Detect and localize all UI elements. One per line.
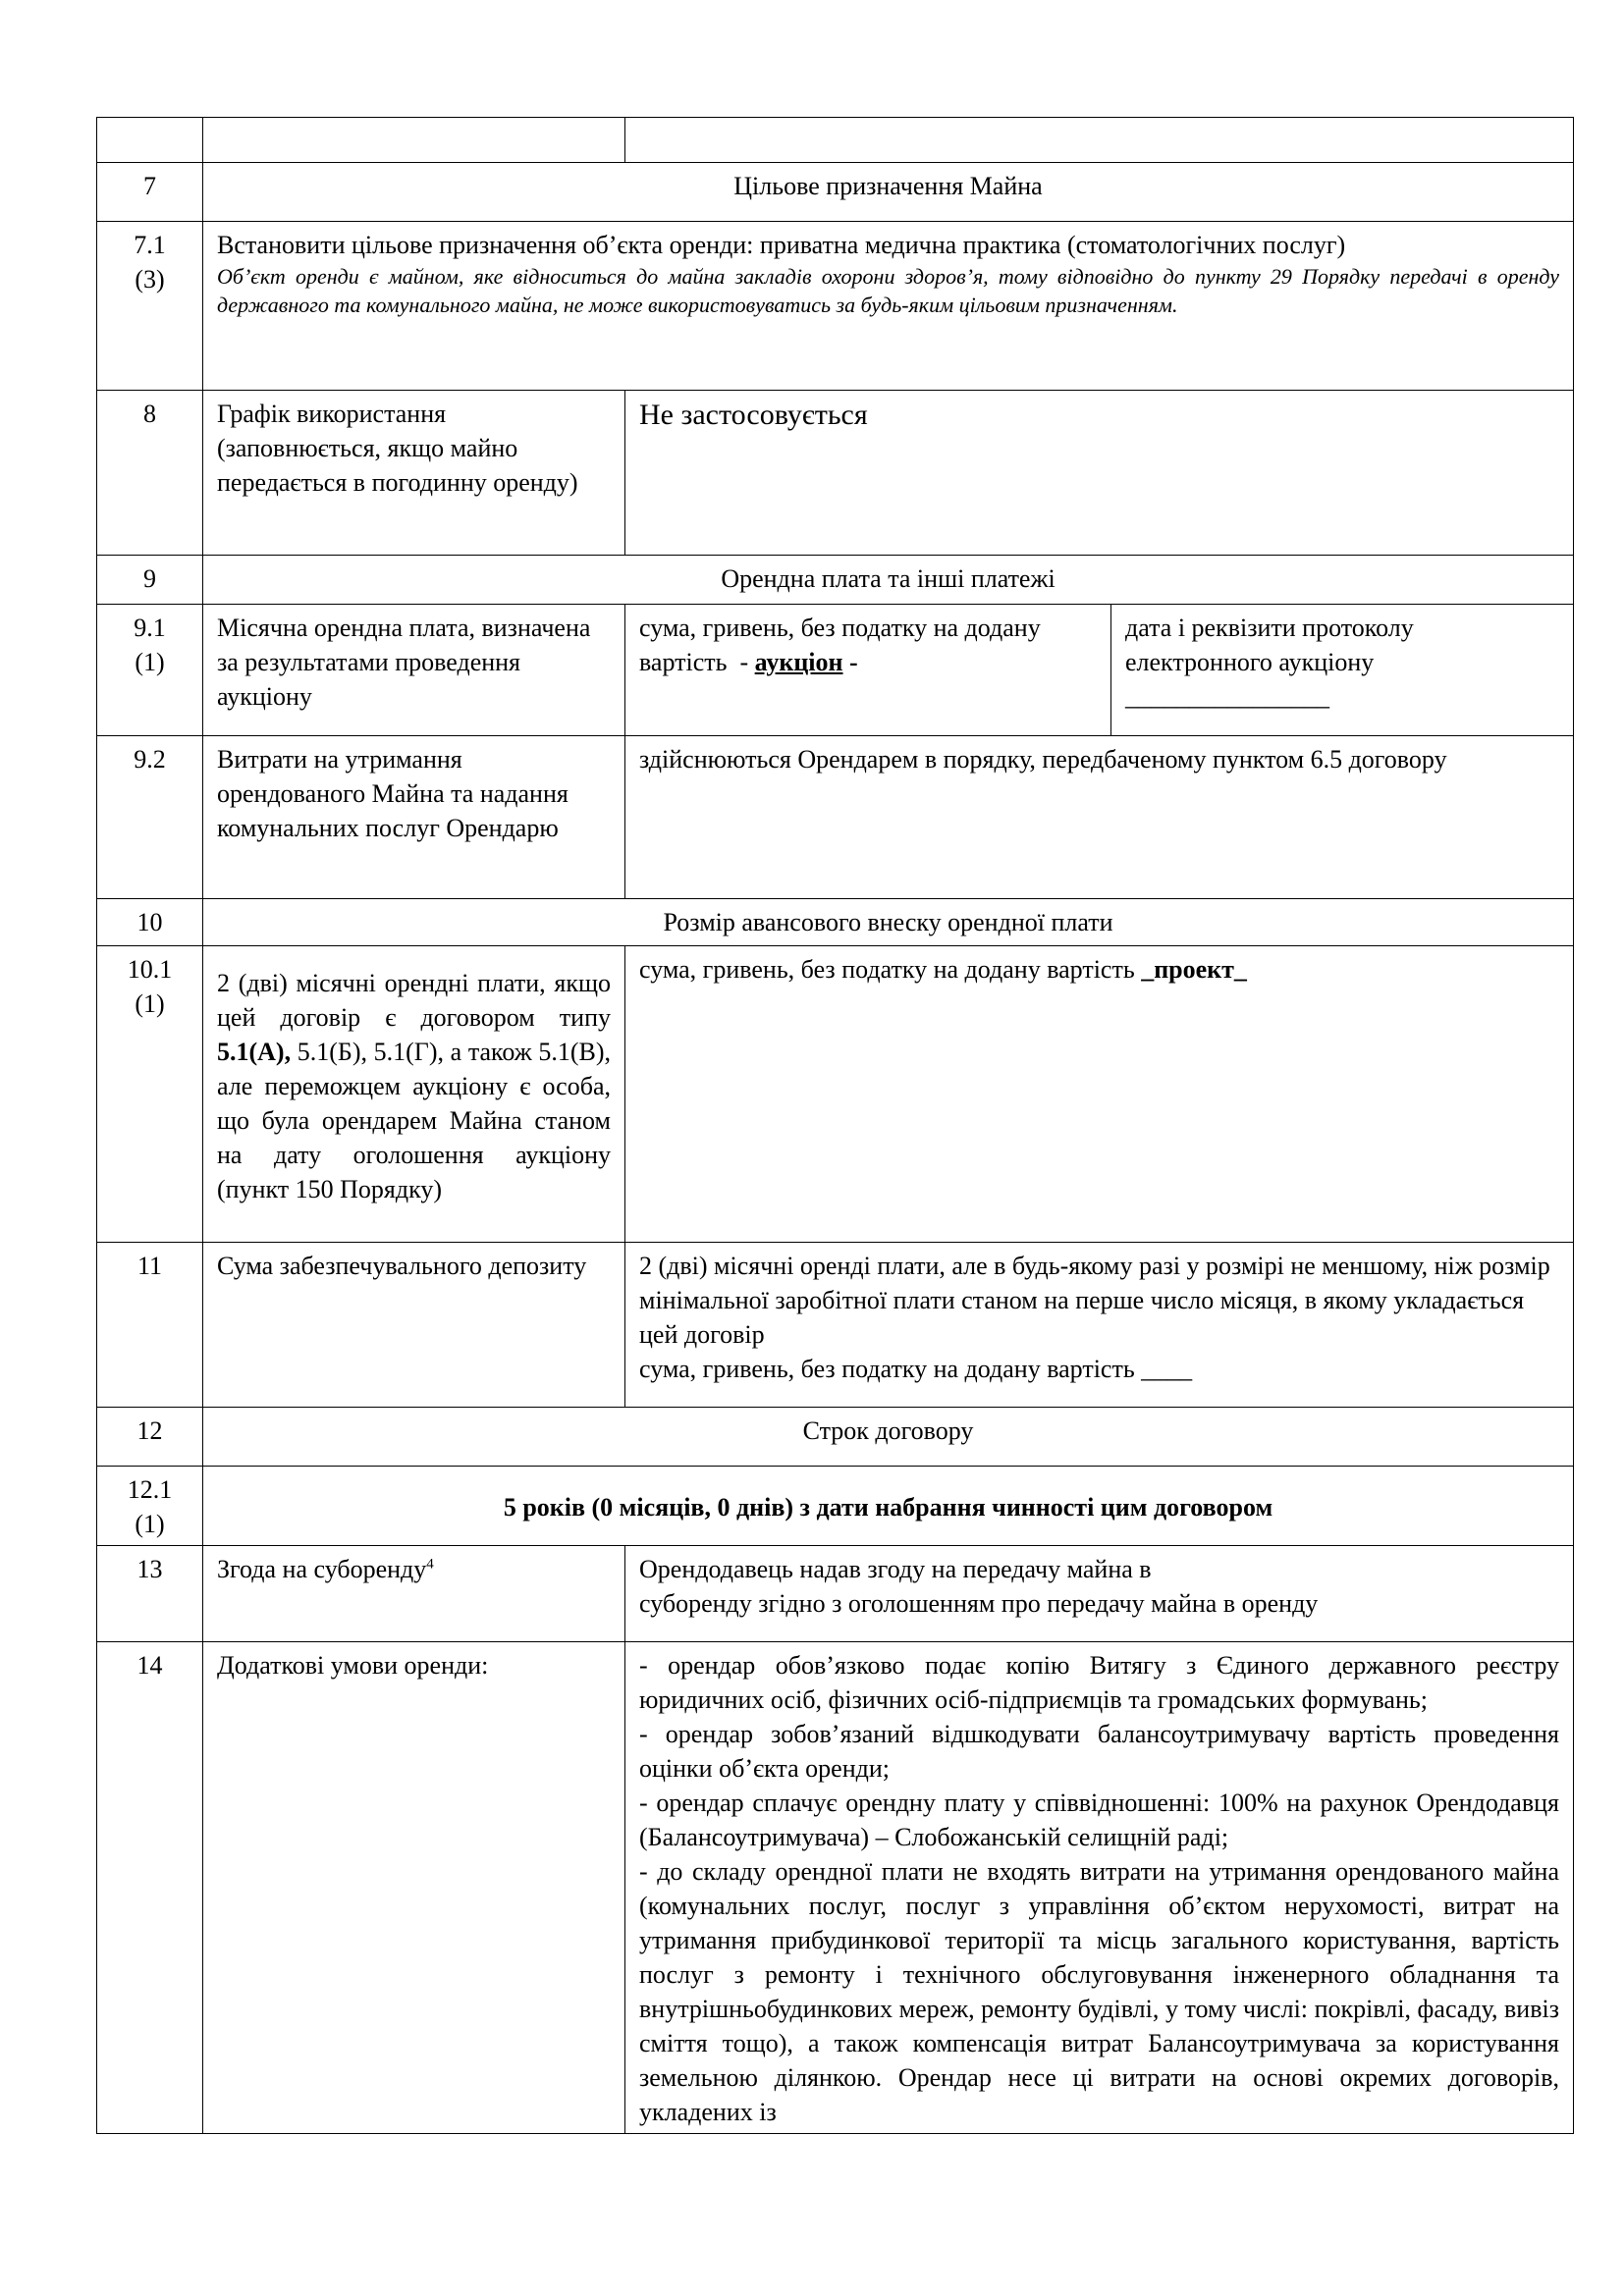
row-label: Графік використання (заповнюється, якщо майно передається в погодинну оренду) [203,391,625,556]
table-row [97,1243,1574,1408]
sublease-line-1: Орендодавець надав згоду на передачу майна в [639,1555,1152,1583]
row-label: Додаткові умови оренди: [203,1642,625,2134]
row-number: 14 [97,1642,203,2134]
table-row [97,736,1574,899]
additional-term-4: - до складу орендної плати не входять витрати на утримання орендованого майна (комунальних послуг, послуг з управління об’єктом нерухомості, витрат на утримання прибудинкової території та місць загального користування, вартість послуг з ремонту і технічного обслуговування інженерного обладнання та внутрішньобудинкових мереж, ремонту будівлі, у тому числі: покрівлі, фасаду, вивіз сміття тощо), а також компенсація витрат Балансоутримувача за користування земельною ділянкою. Орендар несе ці витрати на основі окремих договорів, укладених із [639,1857,1559,2126]
section-title: Орендна плата та інші платежі [203,556,1574,605]
section-title: Цільове призначення Майна [203,163,1574,222]
sublease-value-cell [625,1546,1574,1642]
row-number: 12 [97,1408,203,1467]
row-label: Витрати на утримання орендованого Майна та надання комунальних послуг Орендарю [203,736,625,899]
row-number: 10 [97,899,203,946]
row-number: 10.1 (1) [97,946,203,1243]
row-value: здійснюються Орендарем в порядку, передбаченому пунктом 6.5 договору [625,736,1574,899]
empty-cell [97,118,203,163]
lease-terms-table [96,117,1574,2134]
table-row [97,1642,1574,2134]
sublease-line-2: суборенду згідно з оголошенням про передачу майна в оренду [639,1589,1319,1618]
row-number: 9 [97,556,203,605]
row-number: 8 [97,391,203,556]
advance-value-project: _проект_ [1141,955,1247,984]
row-number: 7.1 (3) [97,222,203,391]
additional-term-2: - орендар зобов’язаний відшкодувати балансоутримувачу вартість проведення оцінки об’єкта оренди; [639,1720,1559,1783]
rent-sum-suffix: - [842,648,858,676]
deposit-value-cell [625,1243,1574,1408]
rent-sum-prefix: - [727,648,755,676]
table-row [97,118,1574,163]
table-row [97,605,1574,736]
advance-label-cell [203,946,625,1243]
advance-value-cell [625,946,1574,1243]
row-number: 11 [97,1243,203,1408]
row-number: 7 [97,163,203,222]
section-title: Розмір авансового внеску орендної плати [203,899,1574,946]
advance-label-type: 5.1(А), [217,1038,292,1066]
advance-value-text: сума, гривень, без податку на додану вартість [639,955,1142,984]
table-row [97,222,1574,391]
table-row [97,1408,1574,1467]
advance-label-b: 5.1(Б), 5.1(Г), а також 5.1(В), але переможцем аукціону є особа, що була орендарем Майна станом на дату оголошення аукціону (пункт 150 Порядку) [217,1038,611,1203]
auction-protocol-blank: ________________ [1125,682,1329,711]
table-row [97,556,1574,605]
table-row [97,391,1574,556]
table-row [97,899,1574,946]
rent-sum-cell [625,605,1111,736]
row-number: 9.2 [97,736,203,899]
table-row [97,1467,1574,1546]
purpose-text: Встановити цільове призначення об’єкта оренди: приватна медична практика (стоматологічних послуг) [217,231,1346,259]
table-row [97,163,1574,222]
additional-term-1: - орендар обов’язково подає копію Витягу з Єдиного державного реєстру юридичних осіб, фізичних осіб-підприємців та громадських формувань; [639,1651,1559,1714]
sublease-label: Згода на суборенду [217,1555,427,1583]
rent-sum-text: сума, гривень, без податку на додану вартість [639,614,1041,676]
purpose-note: Об’єкт оренди є майном, яке відноситься до майна закладів охорони здоров’я, тому відповідно до пункту 29 Порядку передачі в оренду державного та комунального майна, не може використовуватись за будь-яким цільовим призначенням. [217,264,1559,317]
row-value: Не застосовується [625,391,1574,556]
row-number: 12.1 (1) [97,1467,203,1546]
table-row [97,946,1574,1243]
row-label: Сума забезпечувального депозиту [203,1243,625,1408]
table-row [97,1546,1574,1642]
deposit-text: 2 (дві) місячні оренді плати, але в будь-якому разі у розмірі не меншому, ніж розмір мінімальної заробітної плати станом на перше число місяця, в якому укладається цей договір [639,1252,1550,1349]
row-label: Місячна орендна плата, визначена за результатами проведення аукціону [203,605,625,736]
row-number: 13 [97,1546,203,1642]
auction-protocol-cell [1111,605,1574,736]
sublease-label-cell [203,1546,625,1642]
purpose-cell [203,222,1574,391]
row-number: 9.1 (1) [97,605,203,736]
additional-terms-cell [625,1642,1574,2134]
auction-protocol-text: дата і реквізити протоколу електронного аукціону [1125,614,1414,676]
deposit-sum-text: сума, гривень, без податку на додану вартість ____ [639,1355,1193,1383]
rent-sum-auction: аукціон [754,648,843,676]
term-value: 5 років (0 місяців, 0 днів) з дати набрання чинності цим договором [203,1467,1574,1546]
additional-term-3: - орендар сплачує орендну плату у співвідношенні: 100% на рахунок Орендодавця (Балансоутримувача) – Слобожанській селищній раді; [639,1789,1559,1851]
advance-label-a: 2 (дві) місячні орендні плати, якщо цей договір є договором типу [217,969,611,1032]
empty-cell [625,118,1574,163]
empty-cell [203,118,625,163]
document-page [96,117,1573,2134]
footnote-marker: 4 [426,1556,434,1573]
section-title: Строк договору [203,1408,1574,1467]
